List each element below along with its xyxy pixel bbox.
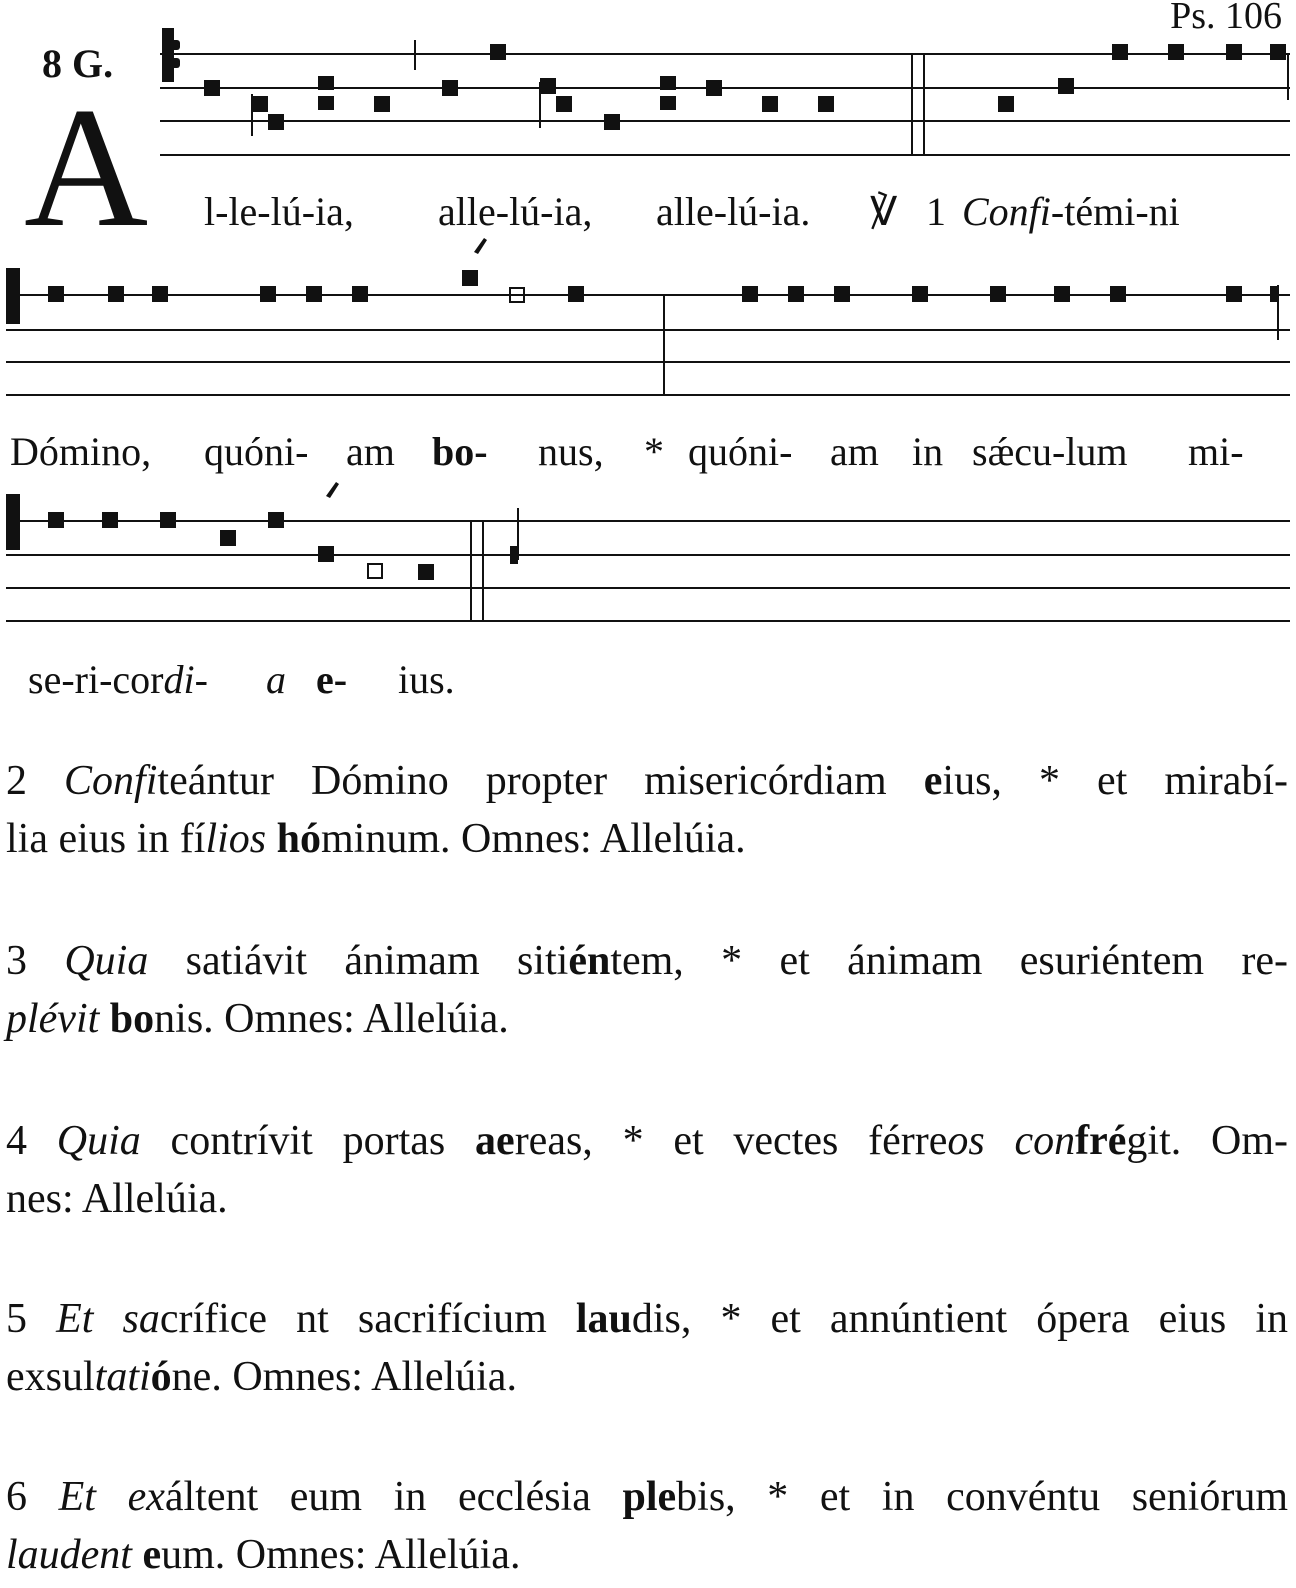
verse-text: lia eius in fí: [6, 816, 206, 862]
verse-text: [99, 996, 110, 1042]
syllable: ia.: [771, 189, 811, 234]
bold-accent: én: [568, 938, 611, 984]
verse-text: minum. Omnes: Allelúia.: [321, 816, 746, 862]
lyric-w6: quóni-: [688, 429, 793, 474]
syllable: ia,: [553, 189, 593, 234]
bold-accent: lau: [575, 1296, 632, 1342]
italic-text: tati: [94, 1354, 151, 1400]
lyrics-line-1: [204, 189, 354, 234]
lyric-l3-w4-bold: e-: [316, 657, 348, 702]
verse-6: [6, 1468, 1288, 1584]
verse-number: 2: [6, 758, 65, 804]
neumes-3: [6, 482, 518, 580]
verse-1-start-rest: -témi-ni: [1050, 189, 1180, 234]
italic-text: Quia: [64, 938, 149, 984]
verse-number: 3: [6, 938, 65, 984]
verse-text: ius, * et mirabí-: [942, 758, 1288, 804]
verse-text: bis, * et in convéntu seniórum: [676, 1474, 1289, 1520]
verse-text: ne. Omnes: Allelúia.: [171, 1354, 517, 1400]
bold-accent: e: [923, 758, 943, 804]
lyric-l3-w3-italic: a: [266, 657, 286, 702]
verse-text: tem, * et ánimam esuriéntem re-: [610, 938, 1288, 984]
verse-text: crífice nt sacrifícium: [159, 1296, 576, 1342]
verse-number: 4: [6, 1118, 57, 1164]
lyrics-line-1c: [656, 189, 811, 234]
lyric-w9: sǽcu-lum: [972, 429, 1128, 474]
bold-accent: fré: [1075, 1118, 1127, 1164]
verse-text: reas, * et vectes férre: [514, 1118, 948, 1164]
verse-line: [6, 990, 1288, 1048]
bold-accent: ae: [475, 1118, 515, 1164]
lyric-w7: am: [830, 429, 879, 474]
lyric-w4: [432, 429, 488, 474]
syllable: lú-: [727, 189, 772, 234]
italic-text: os con: [947, 1118, 1076, 1164]
syllable: l-: [204, 189, 229, 234]
verse-text: nes: Allelúia.: [6, 1176, 228, 1222]
lyric-w3: am: [346, 429, 395, 474]
italic-text: Et sa: [56, 1296, 160, 1342]
neumes-2: [6, 238, 1278, 324]
syllable: lú-: [509, 189, 554, 234]
verse-text: [132, 1532, 143, 1578]
verse-text: git. Om-: [1126, 1118, 1289, 1164]
italic-text: Quia: [56, 1118, 141, 1164]
verse-text: contrívit portas: [140, 1118, 476, 1164]
lyric-w8: in: [912, 429, 944, 474]
lyric-asterisk: *: [644, 429, 664, 474]
verse-line: [6, 1526, 1288, 1584]
verse-line: [6, 1170, 1288, 1228]
lyric-l3-w5: ius.: [398, 657, 455, 702]
verse-number: 6: [6, 1474, 59, 1520]
verse-text: áltent eum in ecclésia: [164, 1474, 623, 1520]
bold-accent: ple: [622, 1474, 677, 1520]
verse-3: [6, 932, 1288, 1048]
verse-text: nis. Omnes: Allelúia.: [154, 996, 509, 1042]
lyric-l3-w2: di-: [163, 657, 208, 702]
lyric-l3-w4: [316, 657, 348, 702]
verse-line: [6, 1468, 1288, 1526]
lyric-w1: Dómino,: [10, 429, 152, 474]
italic-text: Et ex: [58, 1474, 165, 1520]
verse-line: [6, 932, 1288, 990]
verse-5: [6, 1290, 1288, 1406]
psalm-reference: Ps. 106: [1170, 0, 1282, 37]
bold-accent: ó: [150, 1354, 172, 1400]
syllable: alle-: [656, 189, 728, 234]
lyric-l3-w1-text: se-ri-cor: [28, 657, 164, 702]
verse-line: [6, 752, 1288, 810]
syllable: le-: [228, 189, 271, 234]
verse-text: exsul: [6, 1354, 95, 1400]
neumes-1: [162, 28, 1286, 130]
versicle-symbol: ℣: [870, 189, 898, 234]
syllable: ia,: [315, 189, 354, 234]
italic-text: laudent: [6, 1532, 132, 1578]
verse-1-start: [962, 189, 1180, 234]
verse-text: um. Omnes: Allelúia.: [161, 1532, 521, 1578]
verse-number-1: 1: [926, 189, 946, 234]
bold-accent: bo: [109, 996, 155, 1042]
verse-line: [6, 1348, 1288, 1406]
lyric-l3-w3: [266, 657, 286, 702]
italic-text: Confi: [64, 758, 158, 804]
verse-text: teántur Dómino propter misericórdiam: [157, 758, 924, 804]
mode-label: 8 G.: [42, 41, 114, 86]
lyric-w5: nus,: [538, 429, 604, 474]
verse-number: 5: [6, 1296, 57, 1342]
verse-4: [6, 1112, 1288, 1228]
bold-accent: e: [142, 1532, 162, 1578]
verse-line: [6, 810, 1288, 868]
verse-line: [6, 1112, 1288, 1170]
lyric-w10: mi-: [1188, 429, 1244, 474]
lyric-w2: quóni-: [204, 429, 309, 474]
verse-line: [6, 1290, 1288, 1348]
verse-text: satiávit ánimam siti: [148, 938, 569, 984]
lyrics-line-1b: [438, 189, 593, 234]
verse-text: [266, 816, 277, 862]
verse-1-start-italic: Confi: [962, 189, 1051, 234]
syllable: alle-: [438, 189, 510, 234]
lyric-l3-w1: [28, 657, 208, 702]
verse-text: dis, * et annúntient ópera eius in: [631, 1296, 1289, 1342]
italic-text: plévit: [6, 996, 100, 1042]
initial-letter: A: [24, 73, 149, 263]
syllable: lú-: [270, 189, 316, 234]
verse-2: [6, 752, 1288, 868]
italic-text: lios: [205, 816, 267, 862]
lyric-w4-bold: bo-: [432, 429, 488, 474]
bold-accent: hó: [276, 816, 322, 862]
